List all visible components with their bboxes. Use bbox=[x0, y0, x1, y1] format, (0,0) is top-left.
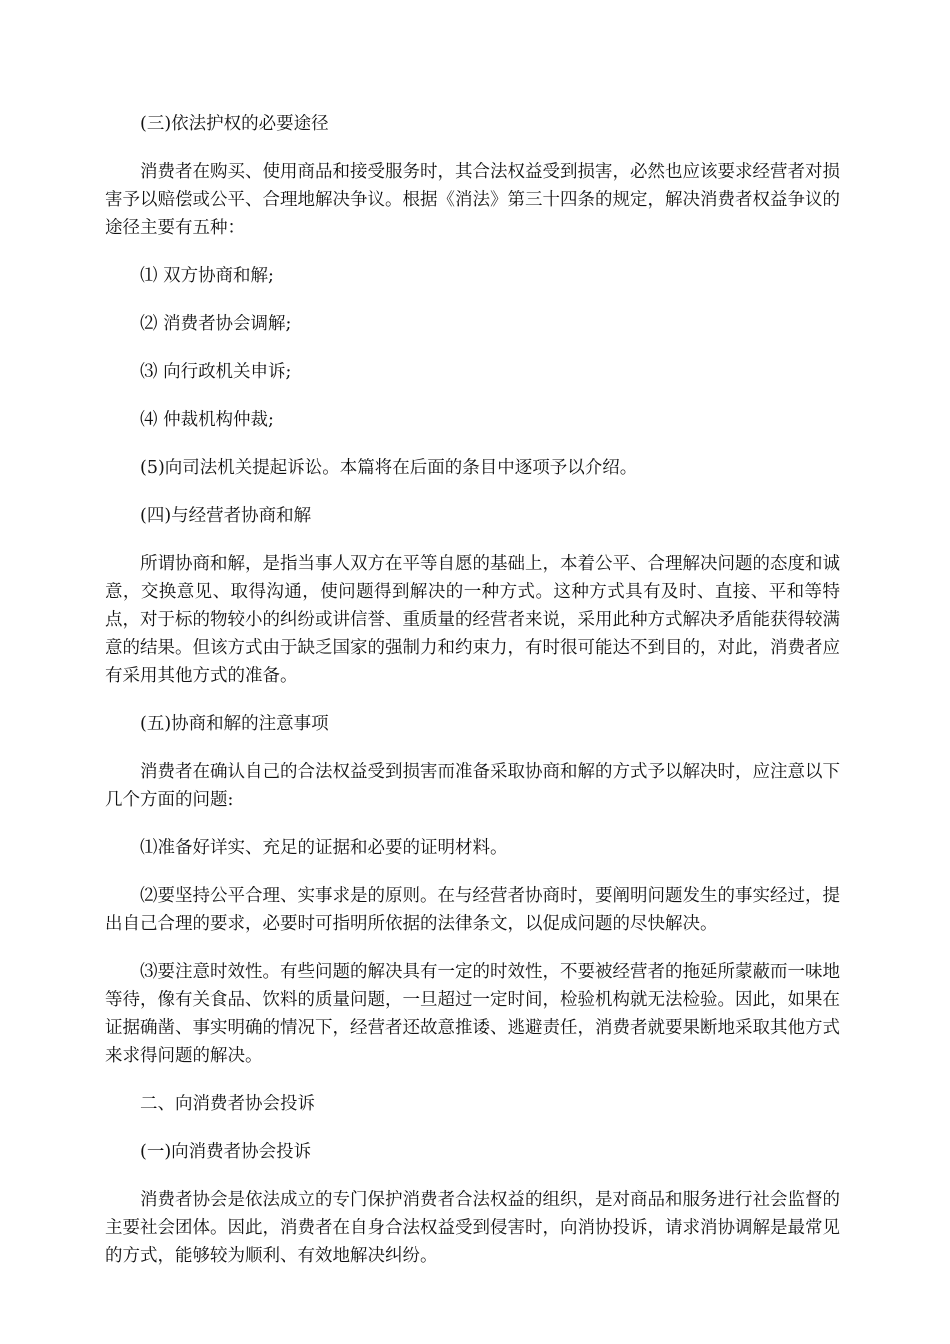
section-heading-three: (三)依法护权的必要途径 bbox=[140, 114, 329, 134]
list-item-5: (5)向司法机关提起诉讼。本篇将在后面的条目中逐项予以介绍。 bbox=[140, 458, 638, 478]
list-item-3: ⑶ 向行政机关申诉; bbox=[140, 362, 292, 382]
note-item-2: ⑵要坚持公平合理、实事求是的原则。在与经营者协商时，要阐明问题发生的事实经过，提出自己合理的要求，必要时可指明所依据的法律条文，以促成问题的尽快解决。 bbox=[105, 886, 840, 934]
list-item-4: ⑷ 仲裁机构仲裁; bbox=[140, 410, 274, 430]
document-body bbox=[105, 110, 840, 1290]
list-item-1: ⑴ 双方协商和解; bbox=[140, 266, 274, 286]
paragraph-rights-protection-intro: 消费者在购买、使用商品和接受服务时，其合法权益受到损害，必然也应该要求经营者对损害予以赔偿或公平、合理地解决争议。根据《消法》第三十四条的规定，解决消费者权益争议的途径主要有五种： bbox=[105, 162, 840, 238]
note-item-1: ⑴准备好详实、充足的证据和必要的证明材料。 bbox=[140, 838, 508, 858]
section-heading-four: (四)与经营者协商和解 bbox=[140, 506, 312, 526]
paragraph-negotiation-notes: 消费者在确认自己的合法权益受到损害而准备采取协商和解的方式予以解决时，应注意以下几个方面的问题: bbox=[105, 762, 840, 810]
section-heading-five: (五)协商和解的注意事项 bbox=[140, 714, 329, 734]
note-item-3: ⑶要注意时效性。有些问题的解决具有一定的时效性，不要被经营者的拖延所蒙蔽而一味地等待，像有关食品、饮料的质量问题，一旦超过一定时间，检验机构就无法检验。因此，如果在证据确凿、事实明确的情况下，经营者还故意推诿、逃避责任，消费者就要果断地采取其他方式来求得问题的解决。 bbox=[105, 962, 840, 1066]
chapter-heading-two: 二、向消费者协会投诉 bbox=[140, 1094, 315, 1114]
paragraph-consumer-association: 消费者协会是依法成立的专门保护消费者合法权益的组织，是对商品和服务进行社会监督的主要社会团体。因此，消费者在自身合法权益受到侵害时，向消协投诉，请求消协调解是最常见的方式，能够较为顺利、有效地解决纠纷。 bbox=[105, 1190, 840, 1266]
list-item-2: ⑵ 消费者协会调解; bbox=[140, 314, 292, 334]
section-heading-one: (一)向消费者协会投诉 bbox=[140, 1142, 312, 1162]
paragraph-negotiation: 所谓协商和解，是指当事人双方在平等自愿的基础上，本着公平、合理解决问题的态度和诚意，交换意见、取得沟通，使问题得到解决的一种方式。这种方式具有及时、直接、平和等特点，对于标的物较小的纠纷或讲信誉、重质量的经营者来说，采用此种方式解决矛盾能获得较满意的结果。但该方式由于缺乏国家的强制力和约束力，有时很可能达不到目的，对此，消费者应有采用其他方式的准备。 bbox=[105, 554, 840, 686]
